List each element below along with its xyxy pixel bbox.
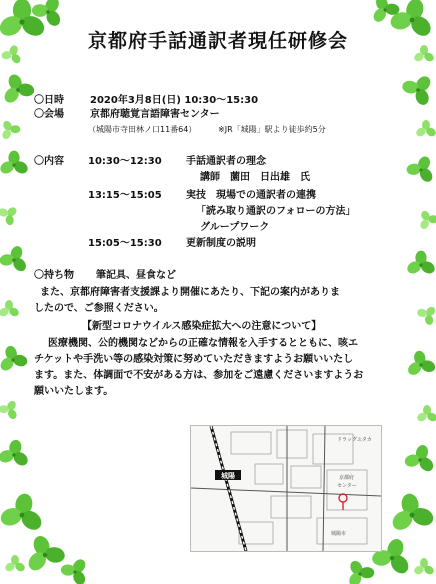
content-time-2: 13:15〜15:05 xyxy=(88,190,162,201)
content-item-1: 手話通訳者の理念 xyxy=(186,156,266,167)
notice-line-2: チケットや手洗い等の感染対策に努めていただきますようお願いいたし xyxy=(34,354,354,365)
map-label-drugstore: ドラッグユタカ xyxy=(337,437,372,443)
venue-address: （城陽市寺田林ノ口11番64） xyxy=(88,125,197,134)
notice-heading: 【新型コロナウイルス感染症拡大への注意について】 xyxy=(82,321,322,332)
location-pin-icon xyxy=(339,494,347,502)
notice-line-1: 医療機関、公的機関などからの正確な情報を入手するとともに、咳エ xyxy=(48,338,358,349)
content-subtitle: 「読み取り通訳のフォローの方法」 xyxy=(196,206,356,217)
content-label: 〇内容 xyxy=(34,156,64,167)
station-label: 城陽 xyxy=(221,472,235,480)
venue-label: 〇会場 xyxy=(34,109,64,120)
notice-line-3: ます。また、体調面で不安がある方は、参加をご遠慮くださいますようお xyxy=(34,370,364,381)
belongings-label: 〇持ち物 xyxy=(34,270,74,281)
date-value: 2020年3月8日(日) 10:30〜15:30 xyxy=(90,95,259,106)
venue-access: ※JR「城陽」駅より徒歩約5分 xyxy=(218,125,326,134)
map-label-city: 城陽市 xyxy=(331,531,347,537)
content-time-3: 15:05〜15:30 xyxy=(88,238,162,249)
content-group-work: グループワーク xyxy=(200,222,270,233)
content-item-3: 更新制度の説明 xyxy=(186,238,256,249)
map-label-center: センター xyxy=(337,483,357,489)
intro-line-2: したので、ご参照ください。 xyxy=(34,303,164,314)
notice-line-4: 願いいたします。 xyxy=(34,386,114,397)
intro-line-1: また、京都府障害者支援課より開催にあたり、下記の案内がありま xyxy=(40,287,340,298)
map-label-kyotofu: 京都府 xyxy=(339,475,355,481)
belongings-value: 筆記具、昼食など xyxy=(96,270,176,281)
page-title: 京都府手話通訳者現任研修会 xyxy=(87,30,348,52)
date-label: 〇日時 xyxy=(34,95,64,106)
content-time-1: 10:30〜12:30 xyxy=(88,156,162,167)
content-item-2: 実技 現場での通訳者の連携 xyxy=(186,190,316,201)
venue-name: 京都府聴覚言語障害センター xyxy=(90,109,220,120)
content-lecturer: 講師 薗田 日出雄 氏 xyxy=(200,172,310,183)
access-map xyxy=(190,425,382,552)
